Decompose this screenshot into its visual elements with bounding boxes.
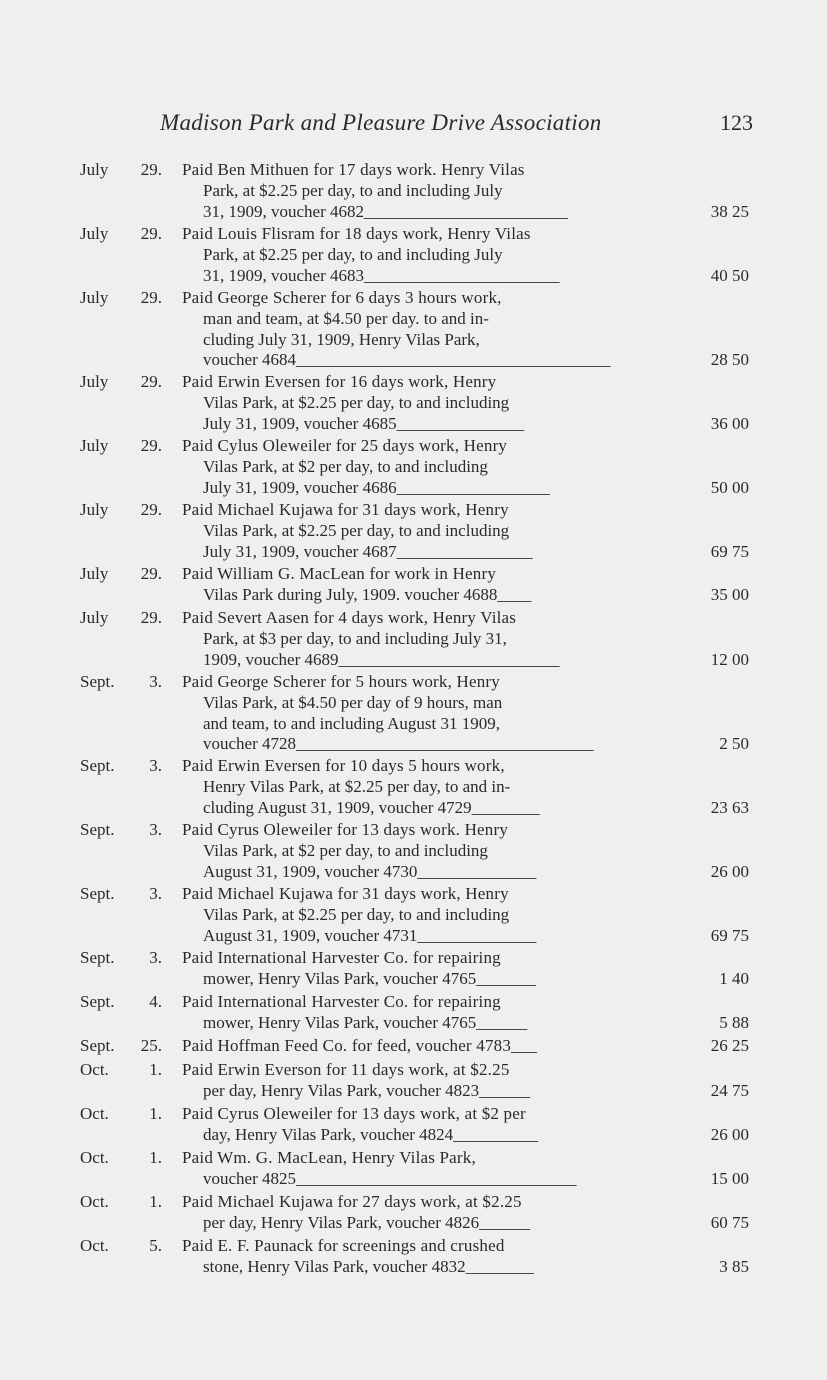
entry-day: 1.: [149, 1104, 162, 1123]
entry-description: [182, 1036, 642, 1057]
entry-description: [182, 1148, 642, 1190]
entry-month: July: [80, 564, 109, 583]
description-line: July 31, 1909, voucher 4687________________: [203, 541, 533, 561]
entry-month: July: [80, 500, 109, 519]
entry-amount: 50 00: [710, 477, 749, 497]
entry-day: 29.: [140, 608, 162, 627]
description-line: day, Henry Vilas Park, voucher 4824__________: [203, 1124, 539, 1144]
description-line: Paid Michael Kujawa for 27 days work, at $2.25: [182, 1192, 522, 1211]
entry-amount: 2 50: [719, 734, 749, 754]
entry-description: [182, 160, 642, 222]
description-line: Paid Erwin Everson for 11 days work, at $2.25: [182, 1060, 510, 1079]
entry-month: Sept.: [80, 884, 115, 903]
entry-month: Sept.: [80, 992, 115, 1011]
entry-amount: 15 00: [710, 1168, 749, 1188]
page-number: 123: [720, 110, 753, 135]
description-line: Paid E. F. Paunack for screenings and crushed: [182, 1236, 505, 1255]
description-line: Vilas Park during July, 1909. voucher 4688____: [203, 584, 532, 604]
entry-day: 29.: [140, 564, 162, 583]
entry-amount: 26 00: [710, 861, 749, 881]
entry-day: 4.: [149, 992, 162, 1011]
entry-day: 3.: [149, 820, 162, 839]
entry-description: [182, 372, 642, 434]
entry-amount: 40 50: [710, 265, 749, 285]
entry-day: 29.: [140, 372, 162, 391]
description-line: stone, Henry Vilas Park, voucher 4832________: [203, 1256, 534, 1276]
entry-month: July: [80, 372, 109, 391]
description-line: Park, at $3 per day, to and including July 31,: [203, 628, 507, 648]
description-line: Vilas Park, at $2 per day, to and including: [203, 840, 488, 860]
entry-month: July: [80, 436, 109, 455]
entry-month: July: [80, 608, 109, 627]
entry-description: [182, 884, 642, 946]
entry-month: Sept.: [80, 756, 115, 775]
description-line: voucher 4684_____________________________________: [203, 350, 611, 370]
entry-month: Oct.: [80, 1236, 109, 1255]
description-line: 31, 1909, voucher 4682________________________: [203, 201, 569, 221]
description-line: Paid Cyrus Oleweiler for 13 days work. Henry: [182, 820, 509, 839]
entry-description: [182, 1060, 642, 1102]
entry-amount: 60 75: [710, 1212, 749, 1232]
description-line: Paid Hoffman Feed Co. for feed, voucher 4783___: [182, 1036, 538, 1055]
description-line: 1909, voucher 4689__________________________: [203, 649, 560, 669]
entry-description: [182, 564, 642, 606]
entry-amount: 5 88: [719, 1012, 749, 1032]
entry-day: 5.: [149, 1236, 162, 1255]
entry-amount: 1 40: [719, 968, 749, 988]
description-line: Paid Ben Mithuen for 17 days work. Henry Vilas: [182, 160, 525, 179]
page-title: Madison Park and Pleasure Drive Association: [160, 110, 602, 135]
entry-amount: 12 00: [710, 649, 749, 669]
entry-description: [182, 224, 642, 286]
entry-description: [182, 1192, 642, 1234]
entry-description: [182, 608, 642, 670]
description-line: Vilas Park, at $2.25 per day, to and including: [203, 520, 510, 540]
description-line: voucher 4825_________________________________: [203, 1168, 577, 1188]
entry-amount: 38 25: [710, 201, 749, 221]
entry-description: [182, 820, 642, 882]
description-line: Park, at $2.25 per day, to and including July: [203, 180, 503, 200]
description-line: and team, to and including August 31 1909,: [203, 713, 500, 733]
description-line: mower, Henry Vilas Park, voucher 4765_______: [203, 968, 536, 988]
entry-description: [182, 756, 642, 818]
entry-amount: 69 75: [710, 541, 749, 561]
entry-day: 29.: [140, 436, 162, 455]
description-line: 31, 1909, voucher 4683_______________________: [203, 265, 560, 285]
description-line: Vilas Park, at $2.25 per day, to and including: [203, 904, 510, 924]
entry-month: Oct.: [80, 1060, 109, 1079]
description-line: man and team, at $4.50 per day. to and in-: [203, 308, 489, 328]
description-line: Paid Erwin Eversen for 16 days work, Henry: [182, 372, 497, 391]
description-line: July 31, 1909, voucher 4685_______________: [203, 413, 525, 433]
entry-month: Sept.: [80, 1036, 115, 1055]
entry-month: Sept.: [80, 820, 115, 839]
description-line: cluding August 31, 1909, voucher 4729________: [203, 797, 540, 817]
entry-month: July: [80, 160, 109, 179]
description-line: Paid Louis Flisram for 18 days work, Henry Vilas: [182, 224, 531, 243]
entry-amount: 35 00: [710, 584, 749, 604]
entry-description: [182, 948, 642, 990]
entry-month: July: [80, 224, 109, 243]
entry-amount: 3 85: [719, 1256, 749, 1276]
description-line: per day, Henry Vilas Park, voucher 4826______: [203, 1212, 531, 1232]
entry-description: [182, 500, 642, 562]
description-line: Paid International Harvester Co. for repairing: [182, 992, 501, 1011]
description-line: Paid George Scherer for 5 hours work, Henry: [182, 672, 500, 691]
description-line: voucher 4728___________________________________: [203, 734, 594, 754]
entry-amount: 69 75: [710, 925, 749, 945]
entry-description: [182, 992, 642, 1034]
entry-amount: 26 00: [710, 1124, 749, 1144]
entry-description: [182, 1236, 642, 1278]
entry-day: 3.: [149, 756, 162, 775]
entry-description: [182, 288, 642, 371]
entry-day: 29.: [140, 160, 162, 179]
entry-month: Oct.: [80, 1148, 109, 1167]
description-line: Paid Wm. G. MacLean, Henry Vilas Park,: [182, 1148, 476, 1167]
entry-month: Sept.: [80, 672, 115, 691]
description-line: cluding July 31, 1909, Henry Vilas Park,: [203, 329, 480, 349]
entry-day: 3.: [149, 948, 162, 967]
description-line: Paid William G. MacLean for work in Henry: [182, 564, 497, 583]
entry-day: 1.: [149, 1148, 162, 1167]
entry-day: 29.: [140, 224, 162, 243]
entry-day: 1.: [149, 1192, 162, 1211]
entry-day: 29.: [140, 288, 162, 307]
entry-day: 29.: [140, 500, 162, 519]
description-line: August 31, 1909, voucher 4731______________: [203, 925, 537, 945]
description-line: Paid Severt Aasen for 4 days work, Henry Vilas: [182, 608, 517, 627]
entry-month: Oct.: [80, 1104, 109, 1123]
page-header: [0, 108, 827, 140]
entry-month: July: [80, 288, 109, 307]
entry-amount: 23 63: [710, 797, 749, 817]
description-line: per day, Henry Vilas Park, voucher 4823______: [203, 1080, 531, 1100]
description-line: Paid Cyrus Oleweiler for 13 days work, at $2 per: [182, 1104, 526, 1123]
description-line: July 31, 1909, voucher 4686__________________: [203, 477, 550, 497]
description-line: Henry Vilas Park, at $2.25 per day, to and in-: [203, 776, 511, 796]
description-line: Park, at $2.25 per day, to and including July: [203, 244, 503, 264]
entry-description: [182, 1104, 642, 1146]
entry-description: [182, 672, 642, 755]
description-line: Vilas Park, at $2.25 per day, to and including: [203, 392, 510, 412]
description-line: Paid Erwin Eversen for 10 days 5 hours work,: [182, 756, 505, 775]
entry-amount: 26 25: [710, 1036, 749, 1055]
description-line: Vilas Park, at $2 per day, to and including: [203, 456, 488, 476]
entry-amount: 24 75: [710, 1080, 749, 1100]
entry-day: 1.: [149, 1060, 162, 1079]
description-line: Vilas Park, at $4.50 per day of 9 hours, man: [203, 692, 503, 712]
description-line: August 31, 1909, voucher 4730______________: [203, 861, 537, 881]
entry-day: 3.: [149, 884, 162, 903]
entry-month: Sept.: [80, 948, 115, 967]
description-line: Paid International Harvester Co. for repairing: [182, 948, 501, 967]
description-line: Paid Cylus Oleweiler for 25 days work, Henry: [182, 436, 508, 455]
entry-day: 25.: [140, 1036, 162, 1055]
description-line: Paid Michael Kujawa for 31 days work, Henry: [182, 500, 509, 519]
entry-amount: 28 50: [710, 350, 749, 370]
entry-month: Oct.: [80, 1192, 109, 1211]
entry-amount: 36 00: [710, 413, 749, 433]
description-line: Paid Michael Kujawa for 31 days work, Henry: [182, 884, 509, 903]
entry-description: [182, 436, 642, 498]
description-line: Paid George Scherer for 6 days 3 hours work,: [182, 288, 502, 307]
description-line: mower, Henry Vilas Park, voucher 4765______: [203, 1012, 528, 1032]
entry-day: 3.: [149, 672, 162, 691]
